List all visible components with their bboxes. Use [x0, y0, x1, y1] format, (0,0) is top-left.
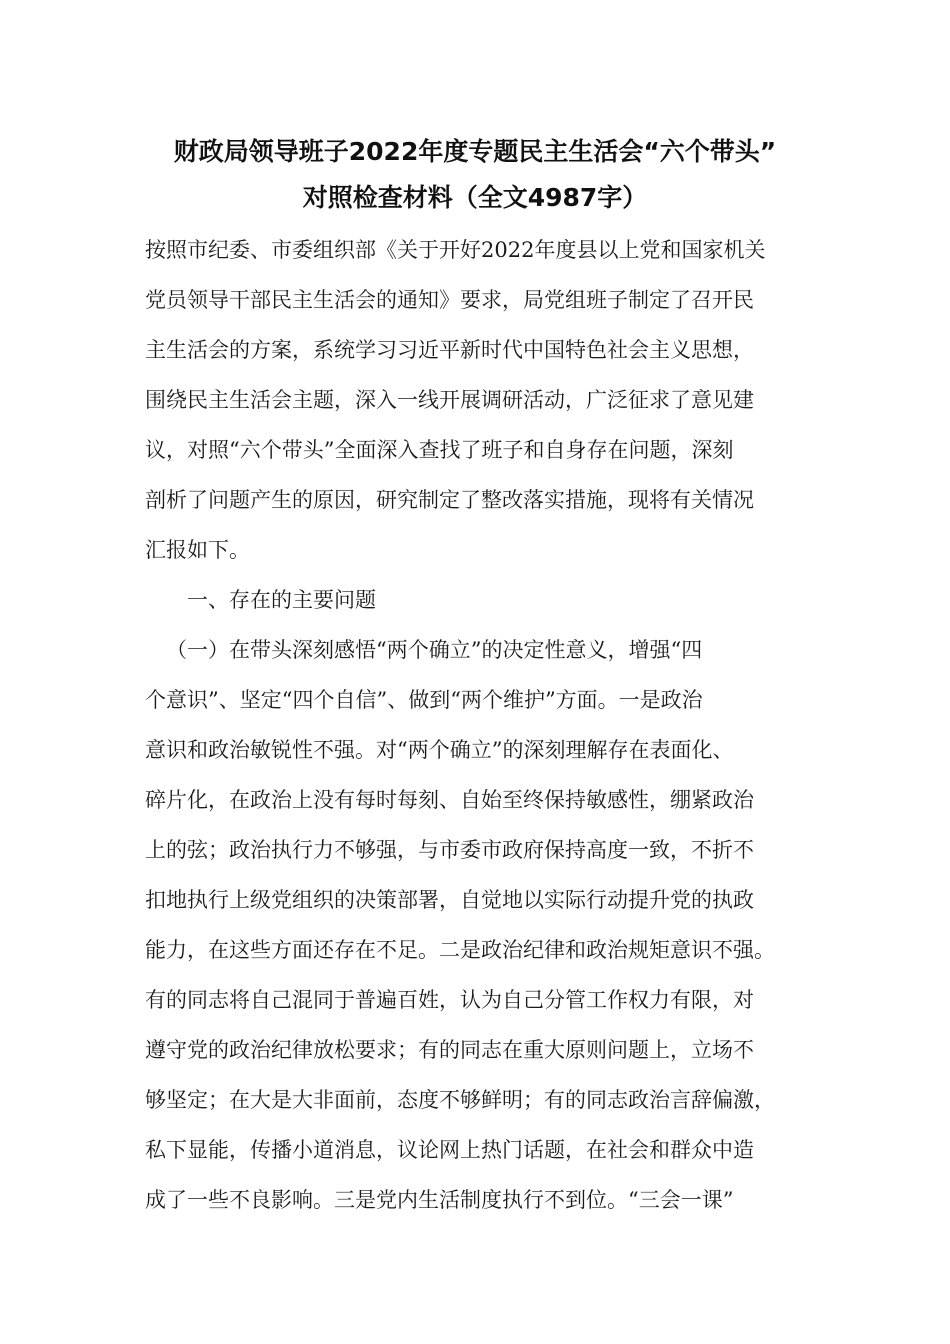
intro-line: 围绕民主生活会主题，深入一线开展调研活动，广泛征求了意见建 [145, 388, 754, 412]
document-title-line-2: 对照检查材料（全文4987字） [302, 183, 648, 212]
body-line: 成了一些不良影响。三是党内生活制度执行不到位。“三会一课” [145, 1188, 734, 1212]
intro-line: 议，对照“六个带头”全面深入查找了班子和自身存在问题，深刻 [145, 438, 734, 462]
body-line: 碎片化，在政治上没有每时每刻、自始至终保持敏感性，绷紧政治 [145, 788, 754, 812]
body-line: 遵守党的政治纪律放松要求；有的同志在重大原则问题上，立场不 [145, 1038, 754, 1062]
body-line: 能力，在这些方面还存在不足。二是政治纪律和政治规矩意识不强。 [145, 938, 775, 962]
intro-line: 汇报如下。 [145, 538, 250, 562]
body-line: 有的同志将自己混同于普遍百姓，认为自己分管工作权力有限，对 [145, 988, 754, 1012]
body-line: 上的弦；政治执行力不够强，与市委市政府保持高度一致，不折不 [145, 838, 754, 862]
body-line: 扣地执行上级党组织的决策部署，自觉地以实际行动提升党的执政 [145, 888, 754, 912]
body-line: 个意识”、坚定“四个自信”、做到“两个维护”方面。一是政治 [145, 688, 703, 712]
body-line: 私下显能，传播小道消息，议论网上热门话题，在社会和群众中造 [145, 1138, 754, 1162]
intro-line: 按照市纪委、市委组织部《关于开好2022年度县以上党和国家机关 [145, 238, 766, 262]
intro-line: 主生活会的方案，系统学习习近平新时代中国特色社会主义思想， [145, 338, 754, 362]
document-title-line-1: 财政局领导班子2022年度专题民主生活会“六个带头” [173, 137, 777, 166]
body-line: 意识和政治敏锐性不强。对“两个确立”的深刻理解存在表面化、 [145, 738, 734, 762]
intro-line: 党员领导干部民主生活会的通知》要求，局党组班子制定了召开民 [145, 288, 754, 312]
section-heading: 一、存在的主要问题 [187, 588, 376, 612]
body-line: （一）在带头深刻感悟“两个确立”的决定性意义，增强“四 [166, 638, 703, 662]
intro-line: 剖析了问题产生的原因，研究制定了整改落实措施，现将有关情况 [145, 488, 754, 512]
body-line: 够坚定；在大是大非面前，态度不够鲜明；有的同志政治言辞偏激， [145, 1088, 775, 1112]
